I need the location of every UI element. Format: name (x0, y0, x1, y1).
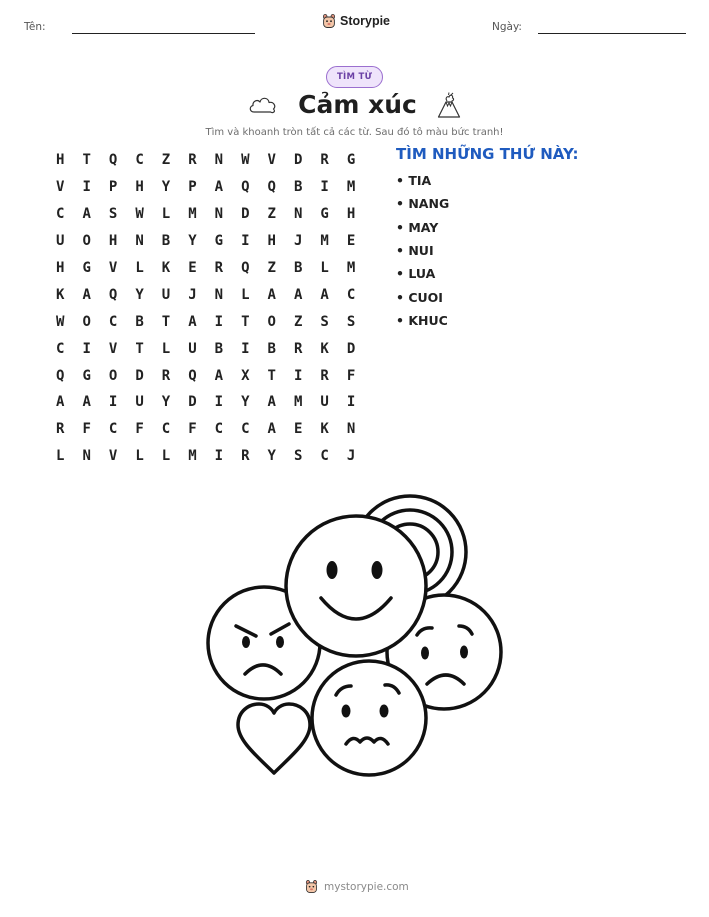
grid-letter[interactable]: A (214, 179, 224, 196)
grid-letter[interactable]: R (188, 152, 197, 169)
grid-letter[interactable]: D (135, 367, 144, 384)
grid-letter[interactable]: N (214, 152, 224, 169)
word-list-item: • CUOI (396, 289, 443, 305)
grid-letter[interactable]: U (135, 394, 144, 411)
grid-letter[interactable]: J (346, 448, 356, 465)
grid-letter[interactable]: B (214, 340, 224, 357)
heart-icon (238, 704, 310, 773)
grid-letter[interactable]: U (188, 340, 197, 357)
grid-letter[interactable]: C (320, 448, 329, 465)
grid-letter[interactable]: V (267, 152, 276, 169)
grid-letter[interactable]: A (214, 367, 224, 384)
grid-letter[interactable]: Q (267, 179, 276, 196)
grid-letter[interactable]: C (108, 313, 118, 330)
grid-letter[interactable]: D (346, 340, 356, 357)
volcano-icon (437, 91, 461, 119)
word-list-item: • MAY (396, 219, 439, 235)
grid-letter[interactable]: A (188, 313, 197, 330)
grid-letter[interactable]: I (214, 313, 224, 330)
grid-letter[interactable]: I (82, 179, 91, 196)
grid-letter[interactable]: L (161, 340, 171, 357)
grid-letter[interactable]: S (346, 313, 356, 330)
brand-logo (322, 13, 390, 29)
grid-letter[interactable]: Q (56, 367, 65, 384)
grid-letter[interactable]: Q (241, 179, 250, 196)
grid-letter[interactable]: S (108, 206, 118, 223)
grid-letter[interactable]: Y (241, 394, 250, 411)
footer-url[interactable]: mystorypie.com (324, 880, 409, 893)
grid-letter[interactable]: C (56, 206, 65, 223)
grid-letter[interactable]: A (82, 394, 91, 411)
storypie-mascot-icon (322, 13, 336, 29)
grid-letter[interactable]: N (214, 286, 224, 303)
grid-letter[interactable]: K (161, 260, 171, 276)
grid-letter[interactable]: Q (241, 260, 250, 276)
grid-letter[interactable]: I (346, 394, 356, 411)
cloud-icon (248, 94, 278, 116)
word-search-grid[interactable] (47, 147, 364, 470)
grid-letter[interactable]: U (56, 233, 65, 250)
grid-letter[interactable]: I (214, 394, 224, 411)
grid-letter[interactable]: A (56, 394, 65, 411)
grid-letter[interactable]: T (267, 367, 276, 384)
grid-letter[interactable]: M (346, 179, 356, 196)
grid-letter[interactable]: M (346, 260, 356, 276)
grid-letter[interactable]: Y (188, 233, 197, 250)
grid-letter[interactable]: V (108, 448, 118, 465)
grid-letter[interactable]: L (161, 448, 171, 465)
grid-letter[interactable]: H (56, 260, 65, 276)
grid-letter[interactable]: A (82, 206, 91, 223)
grid-letter[interactable]: O (82, 313, 91, 330)
grid-letter[interactable]: F (346, 367, 356, 384)
grid-letter[interactable]: O (267, 313, 276, 330)
grid-letter[interactable]: D (188, 394, 197, 411)
instructions-text: Tìm và khoanh tròn tất cả các từ. Sau đó tô màu bức tranh! (205, 127, 504, 138)
emotion-faces-illustration[interactable] (196, 482, 516, 792)
activity-badge: TÌM TỪ (326, 66, 383, 88)
grid-letter[interactable]: M (188, 206, 197, 223)
grid-letter[interactable]: T (82, 152, 91, 169)
grid-letter[interactable]: K (320, 421, 329, 438)
grid-letter[interactable]: U (320, 394, 329, 411)
grid-letter[interactable]: M (320, 233, 329, 250)
grid-letter[interactable]: L (56, 448, 65, 465)
grid-letter[interactable]: A (82, 286, 91, 303)
grid-letter[interactable]: Z (267, 260, 276, 276)
grid-letter[interactable]: A (267, 421, 276, 438)
grid-letter[interactable]: E (188, 260, 197, 276)
footer (305, 879, 409, 894)
grid-letter[interactable]: Y (161, 179, 171, 196)
grid-letter[interactable]: M (188, 448, 197, 465)
grid-letter[interactable]: T (161, 313, 171, 330)
worried-face-icon (312, 661, 426, 775)
grid-letter[interactable]: N (82, 448, 91, 465)
grid-letter[interactable]: C (135, 152, 144, 169)
word-list-item: • KHUC (396, 312, 448, 328)
grid-letter[interactable]: F (82, 421, 91, 438)
grid-letter[interactable]: A (320, 286, 329, 303)
grid-letter[interactable]: W (135, 206, 144, 223)
grid-letter[interactable]: Q (108, 286, 118, 303)
grid-letter[interactable]: N (135, 233, 144, 250)
grid-letter[interactable]: D (293, 152, 303, 169)
grid-letter[interactable]: J (188, 286, 197, 303)
grid-letter[interactable]: W (56, 313, 65, 330)
grid-letter[interactable]: J (293, 233, 303, 250)
grid-letter[interactable]: U (161, 286, 171, 303)
grid-letter[interactable]: Z (293, 313, 303, 330)
grid-letter[interactable]: B (293, 179, 303, 196)
grid-letter[interactable]: N (293, 206, 303, 223)
grid-letter[interactable]: V (108, 260, 118, 276)
grid-letter[interactable]: A (293, 286, 303, 303)
grid-letter[interactable]: L (135, 448, 144, 465)
grid-letter[interactable]: F (135, 421, 144, 438)
word-list-item: • NUI (396, 243, 434, 259)
grid-letter[interactable]: W (241, 152, 250, 169)
grid-letter[interactable]: I (241, 233, 250, 250)
word-list-item: • LUA (396, 266, 436, 282)
grid-letter[interactable]: S (293, 448, 303, 465)
grid-letter[interactable]: I (82, 340, 91, 357)
page-title: Cảm xúc (298, 90, 417, 119)
grid-letter[interactable]: R (293, 340, 303, 357)
grid-letter[interactable]: Y (135, 286, 144, 303)
grid-letter[interactable]: H (267, 233, 276, 250)
grid-letter[interactable]: D (241, 206, 250, 223)
grid-letter[interactable]: H (108, 233, 118, 250)
grid-letter[interactable]: V (56, 179, 65, 196)
grid-letter[interactable]: G (214, 233, 224, 250)
grid-letter[interactable]: I (214, 448, 224, 465)
grid-letter[interactable]: G (82, 367, 91, 384)
grid-letter[interactable]: R (320, 367, 329, 384)
grid-letter[interactable]: C (214, 421, 224, 438)
grid-letter[interactable]: H (346, 206, 356, 223)
brand-name: Storypie (340, 14, 391, 28)
word-list-title: TÌM NHỮNG THỨ NÀY: (396, 145, 579, 163)
grid-letter[interactable]: C (108, 421, 118, 438)
grid-letter[interactable]: G (346, 152, 356, 169)
grid-letter[interactable]: I (241, 340, 250, 357)
grid-letter[interactable]: H (56, 152, 65, 169)
date-label: Ngày: (492, 21, 522, 33)
grid-letter[interactable]: Y (161, 394, 171, 411)
grid-letter[interactable]: C (346, 286, 356, 303)
date-line[interactable] (538, 33, 686, 34)
happy-face-icon (286, 516, 426, 656)
grid-letter[interactable]: Q (188, 367, 197, 384)
grid-letter[interactable]: Q (108, 152, 118, 169)
grid-letter[interactable]: Y (267, 448, 276, 465)
grid-letter[interactable]: I (320, 179, 329, 196)
grid-letter[interactable]: N (346, 421, 356, 438)
storypie-mascot-icon (305, 879, 318, 894)
grid-letter[interactable]: A (267, 394, 276, 411)
grid-letter[interactable]: E (346, 233, 356, 250)
word-list (396, 169, 449, 332)
grid-letter[interactable]: A (267, 286, 276, 303)
title-row (0, 90, 709, 119)
name-line[interactable] (72, 33, 255, 34)
grid-letter[interactable]: L (135, 260, 144, 276)
grid-letter[interactable]: B (293, 260, 303, 276)
grid-letter[interactable]: Z (161, 152, 171, 169)
grid-letter[interactable]: C (56, 340, 65, 357)
grid-letter[interactable]: Z (267, 206, 276, 223)
grid-letter[interactable]: C (241, 421, 250, 438)
grid-letter[interactable]: R (56, 421, 65, 438)
grid-letter[interactable]: O (108, 367, 118, 384)
name-label: Tên: (24, 21, 46, 33)
grid-letter[interactable]: R (320, 152, 329, 169)
grid-letter[interactable]: E (293, 421, 303, 438)
grid-letter[interactable]: L (161, 206, 171, 223)
grid-letter[interactable]: H (135, 179, 144, 196)
grid-letter[interactable]: X (241, 367, 250, 384)
grid-letter[interactable]: B (267, 340, 276, 357)
grid-letter[interactable]: R (241, 448, 250, 465)
word-list-item: • TIA (396, 173, 432, 189)
grid-letter[interactable]: T (135, 340, 144, 357)
grid-letter[interactable]: G (320, 206, 329, 223)
grid-letter[interactable]: I (293, 367, 303, 384)
grid-letter[interactable]: G (82, 260, 91, 276)
grid-letter[interactable]: K (56, 286, 65, 303)
grid-letter[interactable]: M (293, 394, 303, 411)
grid-letter[interactable]: F (188, 421, 197, 438)
grid-letter[interactable]: T (241, 313, 250, 330)
grid-letter[interactable]: V (108, 340, 118, 357)
grid-letter[interactable]: L (320, 260, 329, 276)
grid-letter[interactable]: P (108, 179, 118, 196)
grid-letter[interactable]: L (241, 286, 250, 303)
grid-letter[interactable]: K (320, 340, 329, 357)
grid-letter[interactable]: O (82, 233, 91, 250)
grid-letter[interactable]: R (214, 260, 224, 276)
grid-letter[interactable]: C (161, 421, 171, 438)
grid-letter[interactable]: I (108, 394, 118, 411)
grid-letter[interactable]: S (320, 313, 329, 330)
grid-letter[interactable]: R (161, 367, 171, 384)
grid-letter[interactable]: B (135, 313, 144, 330)
grid-letter[interactable]: N (214, 206, 224, 223)
word-list-item: • NANG (396, 196, 450, 212)
grid-letter[interactable]: P (188, 179, 197, 196)
grid-letter[interactable]: B (161, 233, 171, 250)
